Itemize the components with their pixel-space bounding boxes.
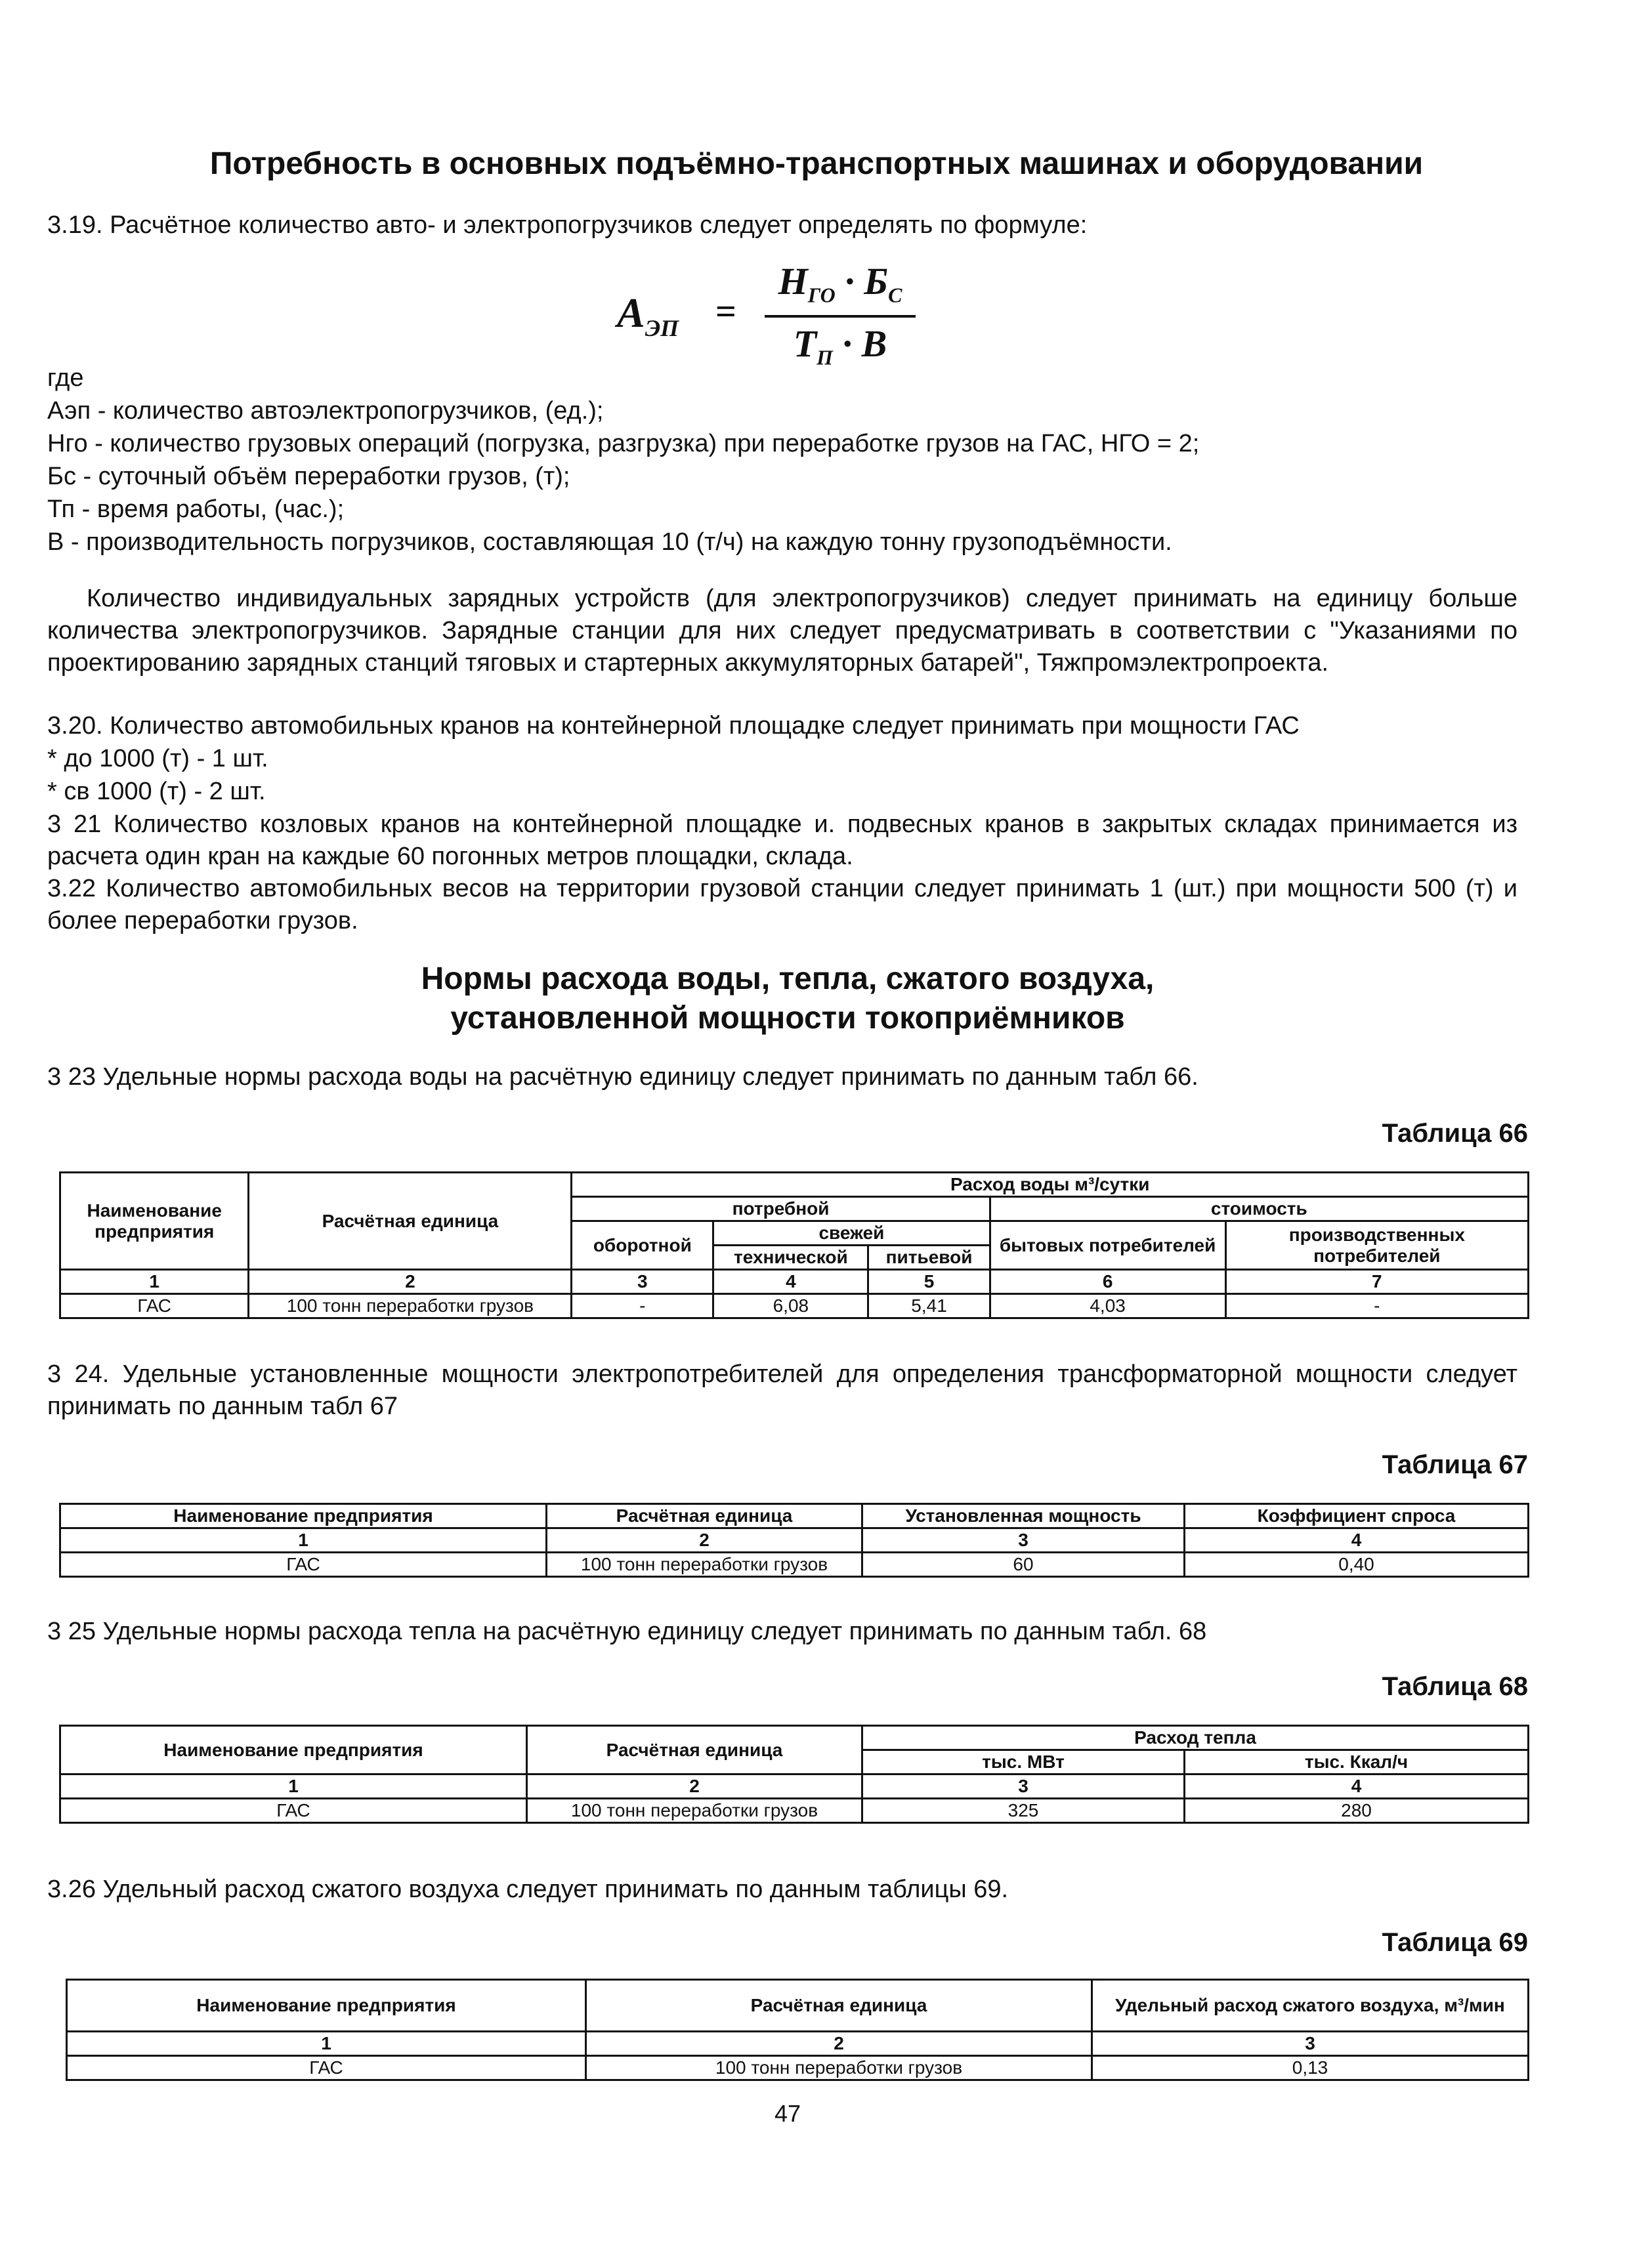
definition-tp: Тп - время работы, (час.); bbox=[47, 495, 345, 523]
table-cell: 2 bbox=[547, 1528, 862, 1553]
table-cell: 280 bbox=[1185, 1799, 1529, 1823]
t66-header-fresh: свежей bbox=[713, 1221, 990, 1246]
t66-header-unit: Расчётная единица bbox=[249, 1173, 572, 1270]
table-cell: 4 bbox=[713, 1270, 868, 1294]
t67-data-row bbox=[60, 1553, 1529, 1577]
table-cell: 0,13 bbox=[1092, 2056, 1529, 2080]
t67-header-unit: Расчётная единица bbox=[547, 1504, 862, 1528]
definition-v: В - производительность погрузчиков, составляющая 10 (т/ч) на каждую тонну грузоподъёмности. bbox=[47, 528, 1172, 556]
table-cell: 0,40 bbox=[1185, 1553, 1529, 1577]
t66-header-cost: стоимость bbox=[990, 1197, 1528, 1221]
t67-header-name: Наименование предприятия bbox=[60, 1504, 547, 1528]
t68-number-row bbox=[60, 1774, 1529, 1799]
paragraph-3-23: 3 23 Удельные нормы расхода воды на расчётную единицу следует принимать по данным табл 66. bbox=[47, 1063, 1198, 1091]
table-cell: 2 bbox=[586, 2032, 1092, 2056]
t66-header-household: бытовых потребителей bbox=[990, 1221, 1225, 1270]
t67-number-row bbox=[60, 1528, 1529, 1553]
table-cell: 4 bbox=[1185, 1528, 1529, 1553]
table-cell: 1 bbox=[60, 1528, 547, 1553]
t69-number-row bbox=[67, 2032, 1529, 2056]
table-67-caption: Таблица 67 bbox=[1382, 1450, 1528, 1479]
table-cell: ГАС bbox=[60, 1799, 527, 1823]
t67-header-demand: Коэффициент спроса bbox=[1185, 1504, 1529, 1528]
t66-data-row bbox=[60, 1294, 1529, 1318]
t68-data-row bbox=[60, 1799, 1529, 1823]
t66-header-flow: Расход воды м³/сутки bbox=[572, 1173, 1529, 1197]
t66-header-drinking: питьевой bbox=[868, 1246, 990, 1270]
paragraph-charging: Количество индивидуальных зарядных устройств (для электропогрузчиков) следует принимать на единицу больше количества электропогрузчиков. Зарядные станции для них следует предусматривать в соответствии с "Указаниями по проектированию зарядных станций тяговых и стартерных аккумуляторных батарей", Тяжпромэлектропроекта. bbox=[47, 585, 1517, 677]
t68-header-heat: Расход тепла bbox=[862, 1726, 1529, 1750]
table-cell: 6 bbox=[990, 1270, 1225, 1294]
formula-equals: = bbox=[715, 291, 736, 332]
formula-numerator: $H_{ГО} \cdot Б_С$ bbox=[778, 260, 902, 307]
table-68 bbox=[59, 1725, 1529, 1824]
t69-data-row bbox=[67, 2056, 1529, 2080]
paragraph-3-22: 3.22 Количество автомобильных весов на территории грузовой станции следует принимать 1 (шт.) при мощности 500 (т) и более переработки грузов. bbox=[47, 875, 1517, 934]
table-cell: 1 bbox=[60, 1270, 249, 1294]
t66-header-technical: технической bbox=[713, 1246, 868, 1270]
formula-lhs: $A_{ЭП}$ bbox=[617, 289, 679, 341]
section-heading-norms-line2: установленной мощности токоприёмников bbox=[450, 1001, 1125, 1036]
t68-header-mw: тыс. МВт bbox=[862, 1750, 1185, 1774]
forklift-formula bbox=[617, 259, 919, 377]
where-label: где bbox=[47, 364, 84, 392]
table-cell: 60 bbox=[862, 1553, 1185, 1577]
paragraph-3-25: 3 25 Удельные нормы расхода тепла на расчётную единицу следует принимать по данным табл. 68 bbox=[47, 1618, 1207, 1645]
table-cell: 100 тонн переработки грузов bbox=[249, 1294, 572, 1318]
paragraph-3-20: 3.20. Количество автомобильных кранов на контейнерной площадке следует принимать при мощности ГАС bbox=[47, 712, 1300, 740]
t66-header-circulating: оборотной bbox=[572, 1221, 713, 1270]
table-cell: 2 bbox=[249, 1270, 572, 1294]
table-69-caption: Таблица 69 bbox=[1382, 1928, 1528, 1957]
t68-header-kcal: тыс. Ккал/ч bbox=[1185, 1750, 1529, 1774]
paragraph-3-24: 3 24. Удельные установленные мощности электропотребителей для определения трансформаторной мощности следует принимать по данным табл 67 bbox=[47, 1360, 1517, 1420]
table-66-caption: Таблица 66 bbox=[1382, 1119, 1528, 1148]
t69-header-name: Наименование предприятия bbox=[67, 1980, 586, 2032]
table-cell: 3 bbox=[862, 1528, 1185, 1553]
table-cell: 3 bbox=[1092, 2032, 1529, 2056]
table-cell: 325 bbox=[862, 1799, 1185, 1823]
table-cell: 4,03 bbox=[990, 1294, 1225, 1318]
t68-header-name: Наименование предприятия bbox=[60, 1726, 527, 1774]
t66-number-row bbox=[60, 1270, 1529, 1294]
table-cell: 3 bbox=[862, 1774, 1185, 1799]
t66-header-need: потребной bbox=[572, 1197, 990, 1221]
bullet-up-to-1000: * до 1000 (т) - 1 шт. bbox=[47, 745, 268, 772]
table-67 bbox=[59, 1503, 1529, 1578]
bullet-over-1000: * св 1000 (т) - 2 шт. bbox=[47, 778, 266, 805]
table-cell: 6,08 bbox=[713, 1294, 868, 1318]
definition-bs: Бс - суточный объём переработки грузов, (т); bbox=[47, 463, 570, 490]
table-cell: 5,41 bbox=[868, 1294, 990, 1318]
t67-header-power: Установленная мощность bbox=[862, 1504, 1185, 1528]
table-cell: 1 bbox=[60, 1774, 527, 1799]
t66-header-name: Наименование предприятия bbox=[60, 1173, 249, 1270]
t69-header-air: Удельный расход сжатого воздуха, м³/мин bbox=[1092, 1980, 1529, 2032]
table-cell: 100 тонн переработки грузов bbox=[586, 2056, 1092, 2080]
t68-header-unit: Расчётная единица bbox=[527, 1726, 862, 1774]
table-cell: 100 тонн переработки грузов bbox=[547, 1553, 862, 1577]
table-cell: ГАС bbox=[60, 1553, 547, 1577]
table-cell: 5 bbox=[868, 1270, 990, 1294]
paragraph-3-19: 3.19. Расчётное количество авто- и электропогрузчиков следует определять по формуле: bbox=[47, 211, 1088, 239]
table-cell: 4 bbox=[1185, 1774, 1529, 1799]
table-66 bbox=[59, 1171, 1529, 1319]
table-cell: 100 тонн переработки грузов bbox=[527, 1799, 862, 1823]
section-heading-norms-line1: Нормы расхода воды, тепла, сжатого воздуха, bbox=[421, 961, 1155, 996]
paragraph-3-26: 3.26 Удельный расход сжатого воздуха следует принимать по данным таблицы 69. bbox=[47, 1876, 1009, 1903]
section-heading-equipment: Потребность в основных подъёмно-транспортных машинах и оборудовании bbox=[209, 146, 1424, 181]
table-cell: 3 bbox=[572, 1270, 713, 1294]
paragraph-3-21: 3 21 Количество козловых кранов на контейнерной площадке и. подвесных кранов в закрытых складах принимается из расчета один кран на каждые 60 погонных метров площадки, склада. bbox=[47, 810, 1517, 870]
table-69 bbox=[66, 1979, 1529, 2081]
definition-ngo: Нго - количество грузовых операций (погрузка, разгрузка) при переработке грузов на ГАС, НГО = 2; bbox=[47, 430, 1200, 457]
table-cell: 7 bbox=[1225, 1270, 1528, 1294]
table-cell: - bbox=[572, 1294, 713, 1318]
t69-header-unit: Расчётная единица bbox=[586, 1980, 1092, 2032]
page-number: 47 bbox=[774, 2100, 801, 2127]
table-cell: 1 bbox=[67, 2032, 586, 2056]
t66-header-production: производственных потребителей bbox=[1225, 1221, 1528, 1270]
table-cell: ГАС bbox=[67, 2056, 586, 2080]
table-cell: ГАС bbox=[60, 1294, 249, 1318]
formula-denominator: $T_П \cdot B$ bbox=[793, 322, 887, 369]
table-cell: 2 bbox=[527, 1774, 862, 1799]
definition-aep: Аэп - количество автоэлектропогрузчиков, (ед.); bbox=[47, 397, 604, 425]
table-cell: - bbox=[1225, 1294, 1528, 1318]
fraction-bar bbox=[765, 315, 916, 318]
table-68-caption: Таблица 68 bbox=[1382, 1672, 1528, 1701]
